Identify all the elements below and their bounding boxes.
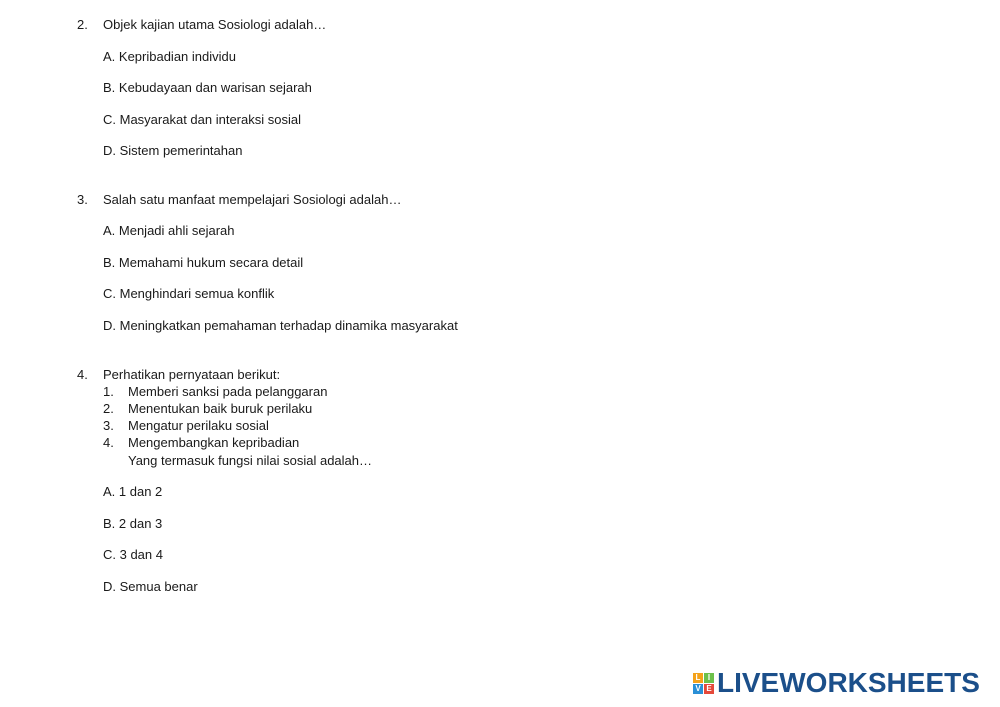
- option-a: A. Kepribadian individu: [103, 49, 236, 64]
- logo-tile-l: L: [693, 673, 703, 683]
- liveworksheets-logo: [693, 667, 980, 698]
- logo-tile-i: I: [704, 673, 714, 683]
- option-a: A. Menjadi ahli sejarah: [103, 223, 235, 238]
- question-prompt: Yang termasuk fungsi nilai sosial adalah…: [128, 453, 373, 468]
- statement-text: Mengatur perilaku sosial: [128, 418, 269, 433]
- logo-text: LIVEWORKSHEETS: [717, 667, 980, 698]
- statement-number: 4.: [103, 435, 114, 450]
- statement-text: Memberi sanksi pada pelanggaran: [128, 384, 328, 399]
- statement-number: 2.: [103, 401, 114, 416]
- question-text: Perhatikan pernyataan berikut:: [103, 367, 281, 382]
- question-number: 3.: [77, 192, 88, 207]
- statement-number: 1.: [103, 384, 114, 399]
- logo-tile-v: V: [693, 684, 703, 694]
- statement-number: 3.: [103, 418, 114, 433]
- question-text: Salah satu manfaat mempelajari Sosiologi adalah…: [103, 192, 402, 207]
- logo-tile-e: E: [704, 684, 714, 694]
- option-d: D. Semua benar: [103, 579, 198, 594]
- option-c: C. Masyarakat dan interaksi sosial: [103, 112, 301, 127]
- statement-text: Menentukan baik buruk perilaku: [128, 401, 313, 416]
- option-b: B. Kebudayaan dan warisan sejarah: [103, 80, 312, 95]
- option-d: D. Sistem pemerintahan: [103, 143, 243, 158]
- statement-text: Mengembangkan kepribadian: [128, 435, 300, 450]
- option-c: C. 3 dan 4: [103, 547, 163, 562]
- option-b: B. 2 dan 3: [103, 516, 163, 531]
- question-text: Objek kajian utama Sosiologi adalah…: [103, 17, 327, 32]
- question-number: 2.: [77, 17, 88, 32]
- question-number: 4.: [77, 367, 88, 382]
- option-b: B. Memahami hukum secara detail: [103, 255, 304, 270]
- option-a: A. 1 dan 2: [103, 484, 163, 499]
- logo-tiles-icon: [693, 673, 714, 694]
- option-c: C. Menghindari semua konflik: [103, 286, 275, 301]
- option-d: D. Meningkatkan pemahaman terhadap dinamika masyarakat: [103, 318, 458, 333]
